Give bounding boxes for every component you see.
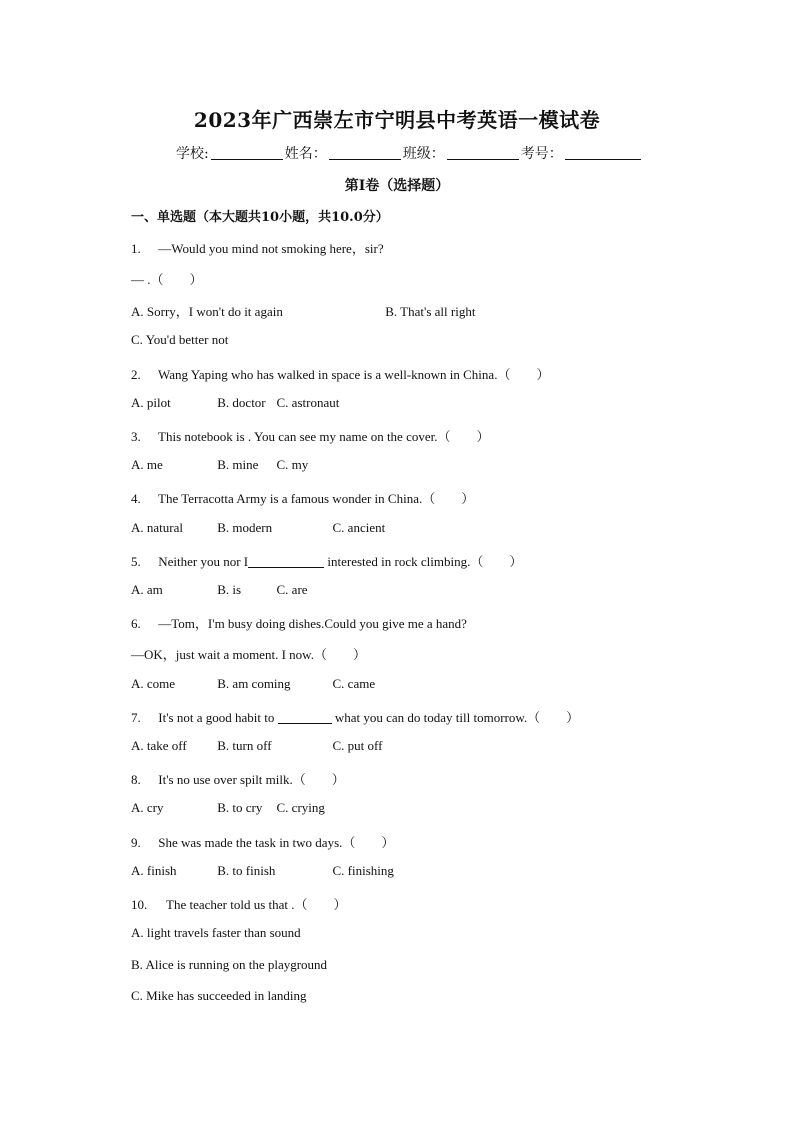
option-b[interactable]: B. am coming [217,676,291,691]
option-b[interactable]: B. mine [217,457,259,472]
option-a[interactable]: A. come [131,676,176,691]
question-9-options [131,863,394,879]
question-9-stem [131,832,394,851]
option-b[interactable]: B. to cry [217,800,263,815]
question-text: This notebook is . You can see my name on the cover.（ ） [158,429,490,444]
question-7-stem [131,707,579,726]
question-2-stem [131,364,549,383]
question-text: It's no use over spilt milk.（ ） [158,772,345,787]
question-3-options [131,457,308,473]
question-number: 2. [131,367,141,382]
question-6-stem-line2: —OK，just wait a moment. I now.（ ） [131,647,366,662]
question-text: —Would you mind not smoking here，sir? [158,241,384,256]
option-a[interactable]: A. finish [131,863,177,878]
option-a[interactable]: A. natural [131,520,183,535]
question-1-options-row1 [131,301,475,320]
class-blank[interactable] [447,145,519,160]
option-b[interactable]: B. That's all right [385,304,476,319]
option-c[interactable]: C. crying [276,800,325,815]
option-a[interactable]: A. Sorry，I won't do it again [131,304,283,319]
number-label: 考号： [520,146,563,162]
question-1-option-c[interactable]: C. You'd better not [131,332,229,347]
exam-title: 2023年广西崇左市宁明县中考英语一模试卷 [193,108,601,132]
section-title: 第I卷（选择题） [344,178,450,194]
option-a[interactable]: A. take off [131,738,187,753]
question-10-option-c[interactable]: C. Mike has succeeded in landing [131,988,307,1003]
option-b[interactable]: B. to finish [217,863,276,878]
name-blank[interactable] [329,145,401,160]
question-1-stem-line2: — .（ ） [131,272,203,287]
question-number: 10. [131,897,148,912]
question-2-options [131,395,339,411]
question-number: 1. [131,241,141,256]
question-text: what you can do today till tomorrow.（ ） [334,710,580,725]
option-c[interactable]: C. ancient [332,520,386,535]
option-c[interactable]: C. put off [332,738,383,753]
question-number: 4. [131,491,141,506]
question-text: She was made the task in two days.（ ） [158,835,395,850]
option-a[interactable]: A. me [131,457,163,472]
question-number: 6. [131,616,141,631]
question-10-stem [131,894,347,913]
option-a[interactable]: A. cry [131,800,164,815]
option-a[interactable]: A. am [131,582,163,597]
question-7-options [131,738,382,754]
question-10-option-b[interactable]: B. Alice is running on the playground [131,957,328,972]
option-b[interactable]: B. turn off [217,738,272,753]
question-5-stem [131,551,522,570]
question-text: —Tom，I'm busy doing dishes.Could you give me a hand? [158,616,467,631]
question-text: The Terracotta Army is a famous wonder in China.（ ） [158,491,475,506]
question-text: Wang Yaping who has walked in space is a well-known in China.（ ） [158,367,550,382]
question-text: interested in rock climbing.（ ） [327,554,523,569]
question-number: 9. [131,835,141,850]
class-label: 班级： [402,146,445,162]
answer-blank[interactable] [248,555,324,568]
question-8-options [131,800,325,816]
number-blank[interactable] [565,145,641,160]
question-number: 5. [131,554,141,569]
question-3-stem [131,426,489,445]
option-c[interactable]: C. my [276,457,309,472]
question-text: Neither you nor I [158,554,249,569]
school-blank[interactable] [211,145,283,160]
question-5-options [131,582,308,598]
question-1-stem [131,238,384,257]
answer-blank[interactable] [278,711,332,724]
question-10-option-a[interactable]: A. light travels faster than sound [131,925,301,940]
question-number: 7. [131,710,141,725]
option-b[interactable]: B. modern [217,520,273,535]
question-text: It's not a good habit to [158,710,275,725]
question-4-stem [131,488,474,507]
option-c[interactable]: C. astronaut [276,395,340,410]
option-c[interactable]: C. are [276,582,308,597]
student-info-row [176,143,643,163]
school-label: 学校: [176,146,209,162]
part-heading: 一、单选题（本大题共10小题，共10.0分） [131,210,389,225]
question-number: 8. [131,772,141,787]
question-8-stem [131,769,345,788]
question-text: The teacher told us that .（ ） [166,897,347,912]
option-c[interactable]: C. finishing [332,863,394,878]
question-number: 3. [131,429,141,444]
question-4-options [131,520,385,536]
option-c[interactable]: C. came [332,676,376,691]
option-a[interactable]: A. pilot [131,395,171,410]
option-b[interactable]: B. is [217,582,242,597]
question-6-stem [131,613,467,632]
option-b[interactable]: B. doctor [217,395,266,410]
question-6-options [131,676,375,692]
name-label: 姓名： [284,146,327,162]
